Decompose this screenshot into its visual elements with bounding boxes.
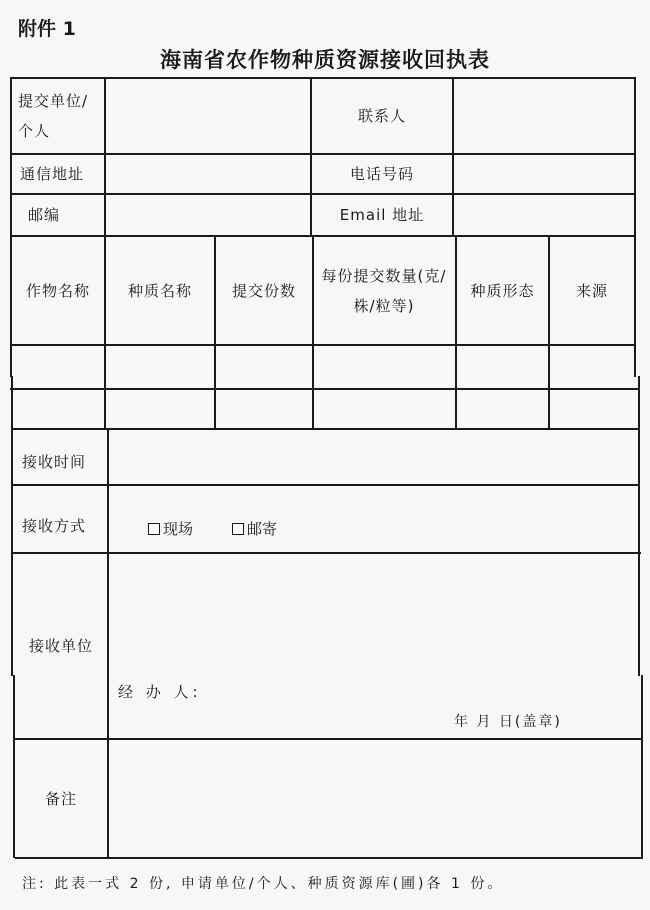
table-cell[interactable]	[106, 390, 214, 428]
table-line	[107, 428, 109, 858]
zip-value-field[interactable]	[106, 195, 309, 235]
header-germplasm-form: 种质形态	[470, 281, 535, 300]
option-mail[interactable]	[232, 518, 277, 539]
submitter-label: 提交单位/个人	[18, 92, 89, 140]
zip-label: 邮编	[28, 206, 61, 224]
remarks-field[interactable]	[110, 740, 640, 857]
onsite-label: 现场	[163, 520, 194, 538]
email-label: Email 地址	[339, 206, 425, 224]
table-cell[interactable]	[216, 346, 312, 388]
date-seal-line: 年 月 日(盖章)	[454, 714, 562, 730]
mail-label: 邮寄	[247, 520, 278, 538]
option-onsite[interactable]	[148, 518, 193, 539]
phone-value-field[interactable]	[454, 155, 634, 193]
table-cell[interactable]	[550, 346, 636, 388]
onsite-checkbox[interactable]	[148, 523, 160, 535]
email-value-field[interactable]	[454, 195, 634, 235]
remarks-label: 备注	[44, 789, 77, 808]
table-cell[interactable]	[216, 390, 312, 428]
form-title: 海南省农作物种质资源接收回执表	[160, 47, 490, 72]
submitter-value-field[interactable]	[106, 79, 309, 153]
address-value-field[interactable]	[106, 155, 309, 193]
table-cell[interactable]	[314, 390, 455, 428]
address-label: 通信地址	[20, 165, 85, 183]
header-copies: 提交份数	[231, 281, 296, 300]
receive-method-label: 接收方式	[22, 517, 87, 535]
table-cell[interactable]	[457, 346, 548, 388]
table-line	[638, 376, 640, 676]
header-quantity-per-copy: 每份提交数量(克/株/粒等)	[321, 266, 447, 315]
phone-label: 电话号码	[349, 165, 414, 183]
attachment-label: 附件 1	[18, 18, 76, 40]
table-line	[15, 857, 643, 859]
table-line	[641, 675, 643, 858]
table-cell[interactable]	[106, 346, 214, 388]
table-cell[interactable]	[314, 346, 455, 388]
contact-value-field[interactable]	[454, 79, 634, 153]
table-cell[interactable]	[12, 390, 104, 428]
table-cell[interactable]	[12, 346, 104, 388]
receive-time-field[interactable]	[109, 430, 639, 484]
table-cell[interactable]	[457, 390, 548, 428]
header-source: 来源	[575, 281, 608, 300]
contact-label: 联系人	[357, 107, 406, 125]
receive-unit-label: 接收单位	[28, 637, 93, 655]
receive-time-label: 接收时间	[22, 453, 87, 471]
footnote: 注: 此表一式 2 份, 申请单位/个人、种质资源库(圃)各 1 份。	[22, 876, 505, 892]
table-cell[interactable]	[550, 390, 636, 428]
table-line	[634, 77, 636, 377]
header-crop-name: 作物名称	[25, 281, 90, 300]
header-germplasm-name: 种质名称	[127, 281, 192, 300]
handler-label: 经 办 人:	[118, 683, 202, 701]
mail-checkbox[interactable]	[232, 523, 244, 535]
